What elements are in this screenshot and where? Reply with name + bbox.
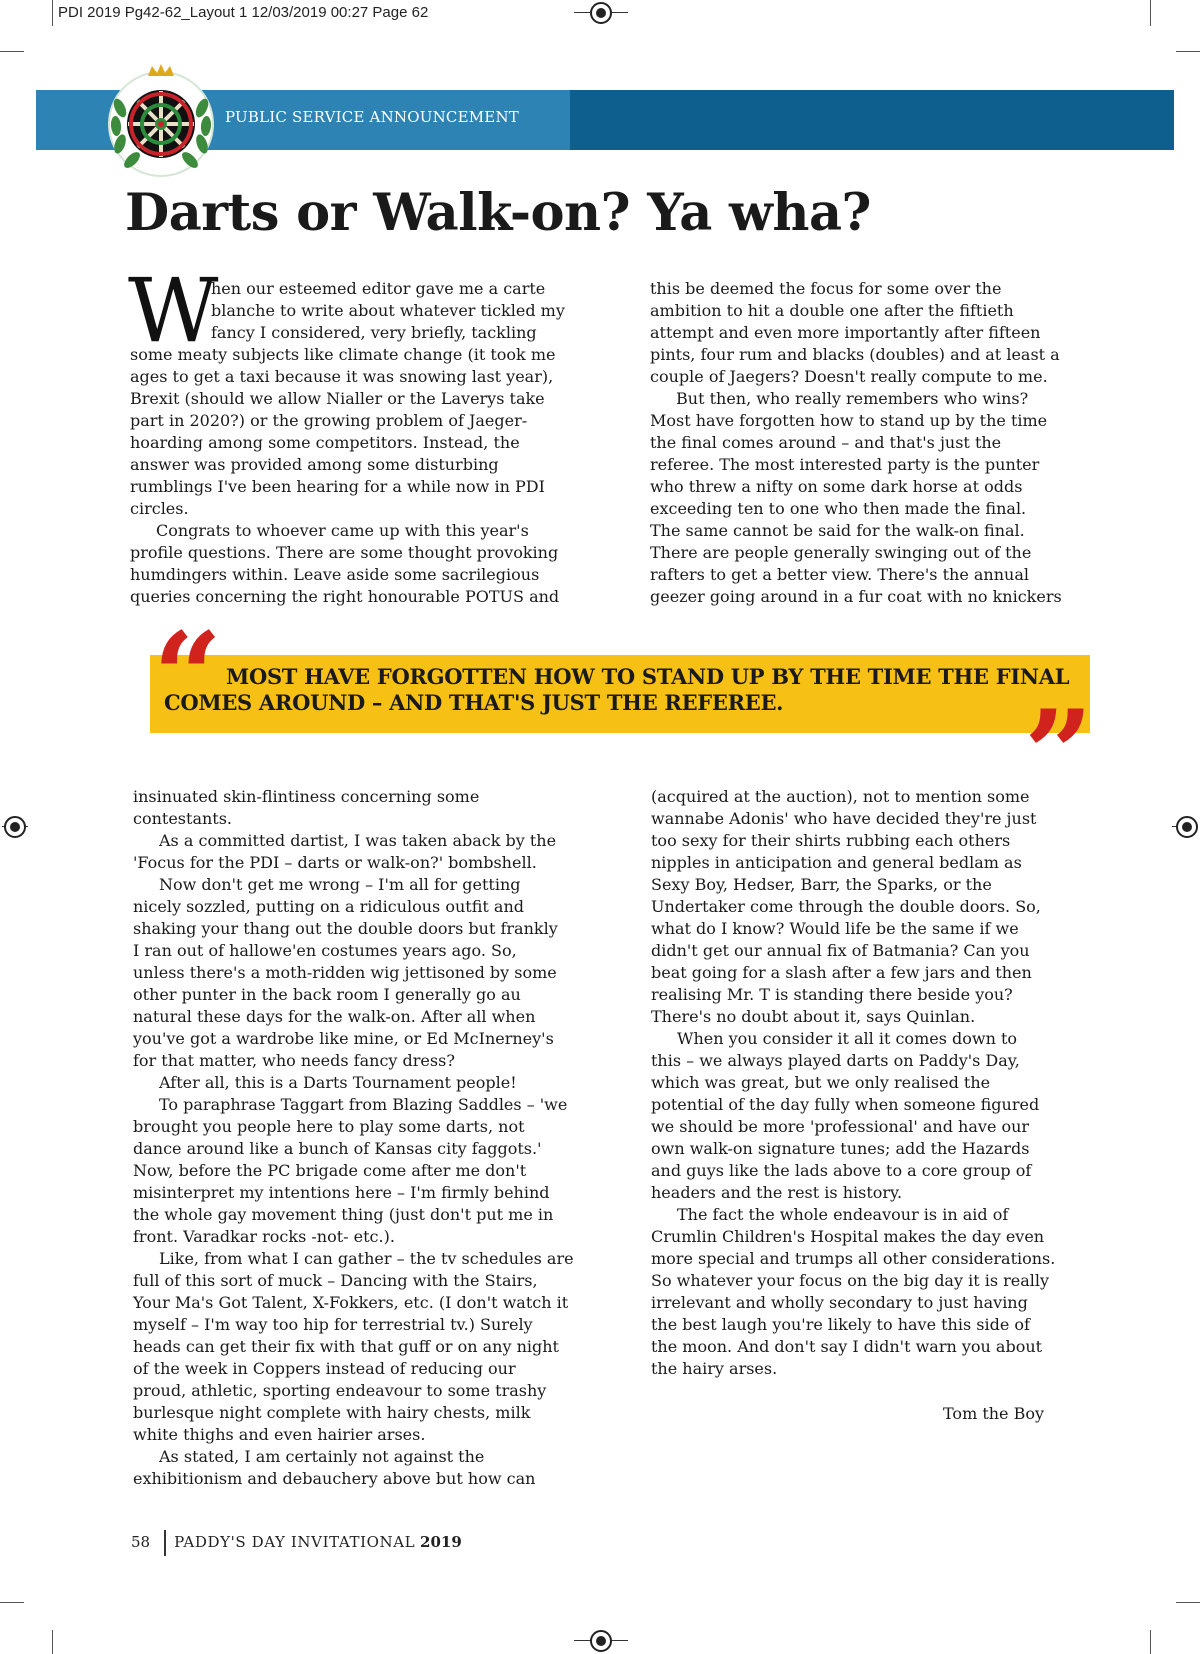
crop-mark <box>1150 1630 1151 1654</box>
column-1-bottom <box>133 786 574 1490</box>
text-line: rafters to get a better view. There's the annual <box>650 565 1029 584</box>
text-line: circles. <box>130 499 189 518</box>
text-line: own walk-on signature tunes; add the Hazards <box>651 1139 1030 1158</box>
pullquote-text <box>164 664 1084 716</box>
text-line: some meaty subjects like climate change (it took me <box>130 345 556 364</box>
text-line: the final comes around – and that's just the <box>650 433 1002 452</box>
text-line: the hairy arses. <box>651 1359 778 1378</box>
text-line: geezer going around in a fur coat with no knickers <box>650 587 1062 606</box>
column-2-top <box>650 278 1062 608</box>
text-line: more special and trumps all other considerations. <box>651 1249 1056 1268</box>
text-line: who threw a nifty on some dark horse at odds <box>650 477 1023 496</box>
close-quote-mark: ” <box>1024 684 1094 825</box>
pullquote-line: COMES AROUND – AND THAT'S JUST THE REFEREE. <box>164 690 784 715</box>
text-line: Your Ma's Got Talent, X-Fokkers, etc. (I don't watch it <box>133 1293 569 1312</box>
crop-mark <box>52 0 53 26</box>
open-quote-mark: “ <box>153 606 223 747</box>
text-line: humdingers within. Leave aside some sacrilegious <box>130 565 540 584</box>
text-line: ages to get a taxi because it was snowing last year), <box>130 367 554 386</box>
text-line: The same cannot be said for the walk-on final. <box>650 521 1025 540</box>
text-line: burlesque night complete with hairy chests, milk <box>133 1403 531 1422</box>
text-line: pints, four rum and blacks (doubles) and at least a <box>650 345 1060 364</box>
section-label: PUBLIC SERVICE ANNOUNCEMENT <box>225 108 519 126</box>
text-line: Most have forgotten how to stand up by the time <box>650 411 1048 430</box>
text-line: There are people generally swinging out of the <box>650 543 1032 562</box>
text-line: To paraphrase Taggart from Blazing Saddles – 'we <box>159 1095 568 1114</box>
text-line: After all, this is a Darts Tournament people! <box>159 1073 517 1092</box>
text-line: the best laugh you're likely to have this side of <box>651 1315 1030 1334</box>
pullquote-line: MOST HAVE FORGOTTEN HOW TO STAND UP BY THE TIME THE FINAL <box>226 664 1070 689</box>
text-line: you've got a wardrobe like mine, or Ed McInerney's <box>133 1029 554 1048</box>
text-line: too sexy for their shirts rubbing each others <box>651 831 1011 850</box>
text-line: queries concerning the right honourable POTUS and <box>130 587 560 606</box>
crop-mark <box>1150 0 1151 26</box>
registration-mark-icon <box>1176 816 1198 838</box>
text-line: brought you people here to play some darts, not <box>133 1117 525 1136</box>
text-line: exhibitionism and debauchery above but how can <box>133 1469 536 1488</box>
text-line: The fact the whole endeavour is in aid of <box>677 1205 1009 1224</box>
text-line: insinuated skin-flintiness concerning some <box>133 787 480 806</box>
text-line: So whatever your focus on the big day it is really <box>651 1271 1050 1290</box>
publication-name: PADDY'S DAY INVITATIONAL <box>174 1533 416 1551</box>
text-line: ambition to hit a double one after the fiftieth <box>650 301 1014 320</box>
text-line: exceeding ten to one who then made the final. <box>650 499 1027 518</box>
registration-mark-icon <box>590 2 612 24</box>
text-line: Sexy Boy, Hedser, Barr, the Sparks, or the <box>651 875 992 894</box>
text-line: natural these days for the walk-on. After all when <box>133 1007 536 1026</box>
text-line: potential of the day fully when someone figured <box>651 1095 1040 1114</box>
text-line: dance around like a bunch of Kansas city faggots.' <box>133 1139 542 1158</box>
text-line: couple of Jaegers? Doesn't really compute to me. <box>650 367 1048 386</box>
crop-mark <box>0 51 24 52</box>
text-line: Crumlin Children's Hospital makes the day even <box>651 1227 1045 1246</box>
text-line: myself – I'm way too hip for terrestrial tv.) Surely <box>133 1315 533 1334</box>
text-line: As a committed dartist, I was taken aback by the <box>159 831 557 850</box>
crop-mark <box>1176 1602 1200 1603</box>
text-line: and guys like the lads above to a core group of <box>651 1161 1032 1180</box>
text-line: contestants. <box>133 809 233 828</box>
text-line: beat going for a slash after a few jars and then <box>651 963 1032 982</box>
text-line: proud, athletic, sporting endeavour to some trashy <box>133 1381 547 1400</box>
text-line: misinterpret my intentions here – I'm firmly behind <box>133 1183 550 1202</box>
text-line: I ran out of hallowe'en costumes years ago. So, <box>133 941 517 960</box>
print-slug: PDI 2019 Pg42-62_Layout 1 12/03/2019 00:27 Page 62 <box>58 4 429 21</box>
text-line: But then, who really remembers who wins? <box>676 389 1029 408</box>
text-line: 'Focus for the PDI – darts or walk-on?' bombshell. <box>133 853 537 872</box>
text-line: realising Mr. T is standing there beside you? <box>651 985 1013 1004</box>
text-line: answer was provided among some disturbing <box>130 455 499 474</box>
text-line: referee. The most interested party is the punter <box>650 455 1040 474</box>
text-line: hoarding among some competitors. Instead, the <box>130 433 520 452</box>
column-2-bottom <box>651 786 1055 1380</box>
text-line: attempt and even more importantly after fifteen <box>650 323 1041 342</box>
text-line: nicely sozzled, putting on a ridiculous outfit and <box>133 897 524 916</box>
page-number: 58 <box>131 1533 151 1551</box>
text-line: Brexit (should we allow Nialler or the Laverys take <box>130 389 545 408</box>
text-line: When you consider it all it comes down to <box>677 1029 1018 1048</box>
drop-cap: W <box>128 259 219 362</box>
text-line: other punter in the back room I generally go au <box>133 985 521 1004</box>
publication-year: 2019 <box>420 1533 462 1551</box>
crop-mark <box>0 1602 24 1603</box>
text-line: rumblings I've been hearing for a while now in PDI <box>130 477 545 496</box>
text-line: white thighs and even hairier arses. <box>133 1425 426 1444</box>
text-line: shaking your thang out the double doors but frankly <box>133 919 558 938</box>
text-line: for that matter, who needs fancy dress? <box>133 1051 455 1070</box>
text-line: heads can get their fix with that guff or on any night <box>133 1337 559 1356</box>
text-line: fancy I considered, very briefly, tackling <box>211 323 537 342</box>
text-line: what do I know? Would life be the same if we <box>651 919 1019 938</box>
column-1-top <box>128 259 565 608</box>
text-line: we should be more 'professional' and have our <box>651 1117 1030 1136</box>
crop-mark <box>1176 51 1200 52</box>
text-line: unless there's a moth-ridden wig jettisoned by some <box>133 963 557 982</box>
footer-divider <box>164 1530 166 1556</box>
text-line: irrelevant and wholly secondary to just having <box>651 1293 1028 1312</box>
article-headline: Darts or Walk-on? Ya wha? <box>125 183 871 243</box>
text-line: Congrats to whoever came up with this year's <box>156 521 529 540</box>
text-line: of the week in Coppers instead of reducing our <box>133 1359 516 1378</box>
text-line: (acquired at the auction), not to mention some <box>651 787 1030 806</box>
text-line: Like, from what I can gather – the tv schedules are <box>159 1249 574 1268</box>
text-line: blanche to write about whatever tickled my <box>211 301 565 320</box>
text-line: As stated, I am certainly not against the <box>159 1447 485 1466</box>
text-line: headers and the rest is history. <box>651 1183 903 1202</box>
text-line: didn't get our annual fix of Batmania? Can you <box>651 941 1030 960</box>
crop-mark <box>52 1630 53 1654</box>
text-line: There's no doubt about it, says Quinlan. <box>651 1007 976 1026</box>
text-line: wannabe Adonis' who have decided they're just <box>651 809 1037 828</box>
text-line: hen our esteemed editor gave me a carte <box>211 279 546 298</box>
text-line: the moon. And don't say I didn't warn you about <box>651 1337 1043 1356</box>
text-line: Now, before the PC brigade come after me don't <box>133 1161 527 1180</box>
registration-mark-icon <box>590 1630 612 1652</box>
text-line: nipples in anticipation and general bedlam as <box>651 853 1022 872</box>
text-line: which was great, but we only realised the <box>651 1073 991 1092</box>
page-footer <box>131 1530 462 1556</box>
text-line: this – we always played darts on Paddy's Day, <box>651 1051 1020 1070</box>
text-line: part in 2020?) or the growing problem of Jaeger- <box>130 411 528 430</box>
text-line: Now don't get me wrong – I'm all for getting <box>159 875 521 894</box>
text-line: this be deemed the focus for some over the <box>650 279 1002 298</box>
author-signature: Tom the Boy <box>943 1404 1045 1423</box>
text-line: Undertaker come through the double doors. So, <box>651 897 1041 916</box>
dartboard-crest-icon <box>104 64 218 178</box>
text-line: the whole gay movement thing (just don't put me in <box>133 1205 554 1224</box>
text-line: full of this sort of muck – Dancing with the Stairs, <box>133 1271 538 1290</box>
registration-mark-icon <box>4 816 26 838</box>
text-line: profile questions. There are some thought provoking <box>130 543 559 562</box>
text-line: front. Varadkar rocks -not- etc.). <box>133 1227 395 1246</box>
